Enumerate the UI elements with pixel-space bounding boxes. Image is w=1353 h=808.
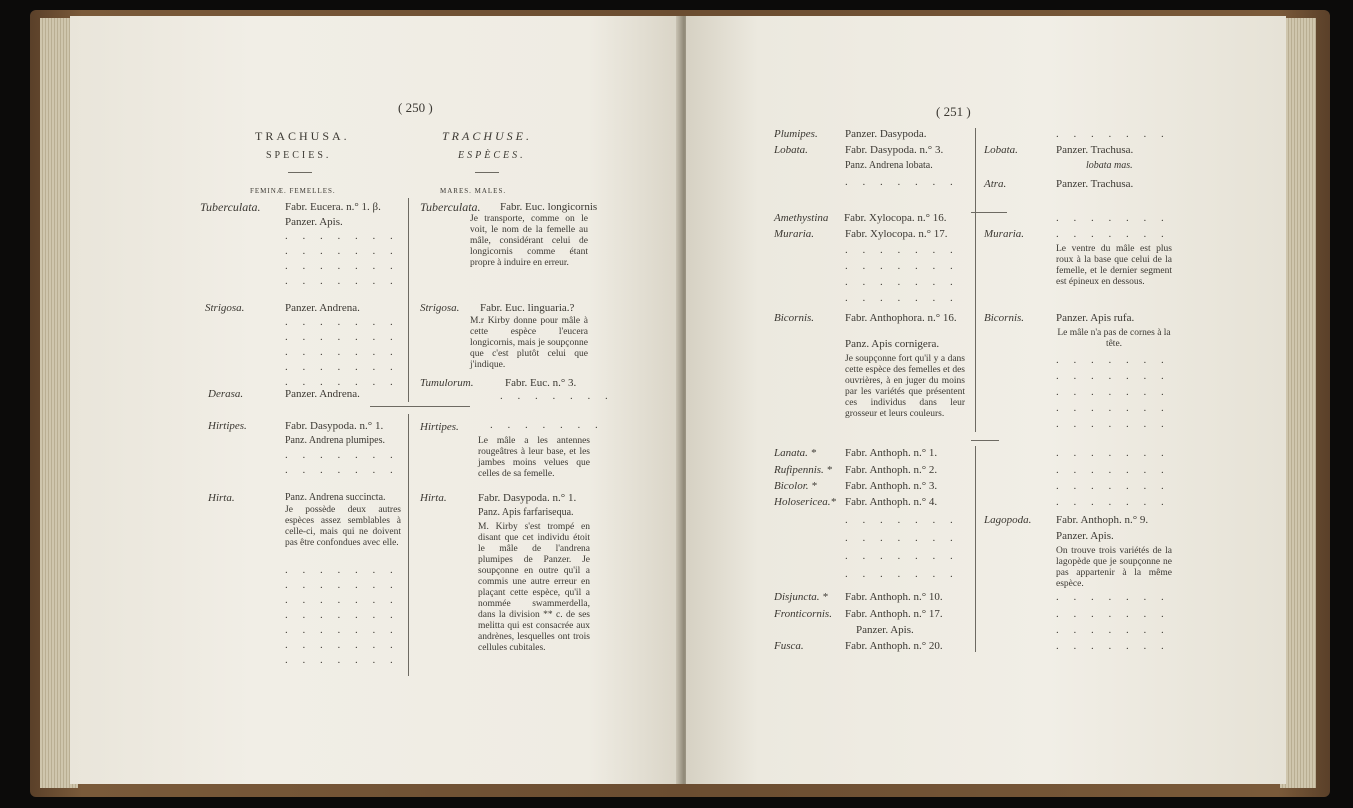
species-name: Lobata. — [774, 144, 808, 156]
species-name: Lanata. * — [774, 447, 817, 459]
males-label: MARES. MALES. — [440, 187, 507, 195]
dot-leader: . . . . . . . — [1056, 212, 1170, 224]
species-reference: Panzer. Apis. — [1056, 530, 1114, 542]
dot-leader: . . . . . . . — [1056, 591, 1170, 603]
dot-leader: . . . . . . . — [845, 260, 959, 272]
species-name: Amethystina — [774, 212, 829, 224]
species-name: Bicolor. * — [774, 480, 817, 492]
dot-leader: . . . . . . . — [285, 579, 399, 591]
species-reference: Panzer. Trachusa. — [1056, 144, 1134, 156]
species-reference: Fabr. Euc. linguaria.? — [480, 302, 575, 314]
dot-leader: . . . . . . . — [845, 550, 959, 562]
species-name: Bicornis. — [774, 312, 815, 324]
species-name: Holosericea.* — [774, 496, 837, 508]
dot-leader: . . . . . . . — [1056, 354, 1170, 366]
species-reference: Panzer. Apis rufa. — [1056, 312, 1135, 324]
species-note: M. Kirby s'est trompé en disant que cet individu étoit le mâle de l'andrena plumipes de Panzer. Je soupçonne en outre qu'il a commis une autre erreur en plaçant cette espèce, qu'il a nommée swammerdella, dans la division ** c. de ses melitta qui est consacrée aux andrènes, lesquelles ont trois cellules cubitales. — [478, 522, 590, 653]
dot-leader: . . . . . . . — [1056, 480, 1170, 492]
species-reference: Fabr. Anthoph. n.° 10. — [845, 591, 943, 603]
dot-leader: . . . . . . . — [1056, 624, 1170, 636]
dot-leader: . . . . . . . — [285, 230, 399, 242]
dot-leader: . . . . . . . — [285, 331, 399, 343]
species-note: Le mâle n'a pas de cornes à la tête. — [1057, 328, 1171, 349]
species-name: Lobata. — [984, 144, 1018, 156]
dot-leader: . . . . . . . — [845, 292, 959, 304]
species-reference: Panz. Andrena plumipes. — [285, 435, 385, 446]
section-rule — [971, 440, 999, 441]
species-note: On trouve trois variétés de la lagopède que je soupçonne ne pas appartenir à la même espèce. — [1056, 546, 1172, 589]
species-name: Derasa. — [208, 388, 244, 400]
dot-leader: . . . . . . . — [285, 464, 399, 476]
left-page — [70, 16, 680, 784]
species-reference: Fabr. Xylocopa. n.° 17. — [845, 228, 948, 240]
dot-leader: . . . . . . . — [1056, 640, 1170, 652]
dot-leader: . . . . . . . — [285, 275, 399, 287]
page-number: ( 251 ) — [936, 104, 971, 119]
dot-leader: . . . . . . . — [285, 609, 399, 621]
species-name: Atra. — [984, 178, 1007, 190]
dot-leader: . . . . . . . — [845, 244, 959, 256]
species-reference: lobata mas. — [1086, 160, 1133, 171]
dot-leader: . . . . . . . — [500, 390, 614, 402]
species-reference: Fabr. Anthophora. n.° 16. — [845, 312, 957, 324]
species-reference: Panzer. Trachusa. — [1056, 178, 1134, 190]
species-reference: Fabr. Anthoph. n.° 20. — [845, 640, 943, 652]
dot-leader: . . . . . . . — [845, 176, 959, 188]
column-rule — [408, 198, 409, 402]
species-reference: Panz. Apis farfarisequa. — [478, 507, 574, 518]
species-reference: Panz. Apis cornigera. — [845, 338, 940, 350]
dot-leader: . . . . . . . — [285, 316, 399, 328]
dot-leader: . . . . . . . — [285, 654, 399, 666]
dot-leader: . . . . . . . — [285, 361, 399, 373]
divider — [288, 172, 312, 173]
species-name: Tumulorum. — [420, 377, 474, 389]
species-reference: Panzer. Andrena. — [285, 388, 360, 400]
dot-leader: . . . . . . . — [285, 260, 399, 272]
species-reference: Fabr. Xylocopa. n.° 16. — [844, 212, 947, 224]
species-reference: Fabr. Anthoph. n.° 9. — [1056, 514, 1149, 526]
dot-leader: . . . . . . . — [285, 449, 399, 461]
species-name: Fronticornis. — [774, 608, 832, 620]
dot-leader: . . . . . . . — [1056, 128, 1170, 140]
species-reference: Fabr. Anthoph. n.° 17. — [845, 608, 943, 620]
genus-heading-latin: TRACHUSA. — [255, 129, 350, 143]
species-name: Hirtipes. — [420, 421, 459, 433]
species-label-french: ESPÈCES. — [458, 150, 526, 161]
species-reference: Fabr. Anthoph. n.° 1. — [845, 447, 938, 459]
species-name: Rufipennis. * — [774, 464, 833, 476]
species-name: Hirta. — [208, 492, 235, 504]
genus-heading-french: TRACHUSE. — [442, 129, 532, 143]
dot-leader: . . . . . . . — [285, 245, 399, 257]
species-name: Tuberculata. — [420, 200, 481, 214]
species-reference: Fabr. Anthoph. n.° 4. — [845, 496, 938, 508]
species-name: Strigosa. — [420, 302, 460, 314]
species-reference: Fabr. Euc. longicornis — [500, 201, 598, 213]
species-reference: Fabr. Euc. n.° 3. — [505, 377, 577, 389]
species-note: Je possède deux autres espèces assez semblables à celle-ci, mais qui ne doivent pas être confondues avec elle. — [285, 505, 401, 548]
species-reference: Fabr. Dasypoda. n.° 1. — [478, 492, 577, 504]
species-name: Bicornis. — [984, 312, 1025, 324]
dot-leader: . . . . . . . — [285, 624, 399, 636]
species-reference: Fabr. Anthoph. n.° 3. — [845, 480, 938, 492]
species-reference: Panzer. Apis. — [856, 624, 914, 636]
species-note: Je transporte, comme on le voit, le nom de la femelle au mâle, considérant celui de longicornis comme étant propre à induire en erreur. — [470, 214, 588, 268]
species-label-latin: SPECIES. — [266, 150, 332, 161]
section-rule — [971, 212, 1007, 213]
dot-leader: . . . . . . . — [845, 568, 959, 580]
species-reference: Fabr. Anthoph. n.° 2. — [845, 464, 938, 476]
species-name: Hirta. — [420, 492, 447, 504]
section-rule — [370, 406, 470, 407]
dot-leader: . . . . . . . — [1056, 228, 1170, 240]
species-name: Plumipes. — [774, 128, 818, 140]
species-name: Tuberculata. — [200, 200, 261, 214]
dot-leader: . . . . . . . — [845, 276, 959, 288]
column-rule — [975, 212, 976, 432]
dot-leader: . . . . . . . — [1056, 402, 1170, 414]
species-reference: Panzer. Dasypoda. — [845, 128, 927, 140]
column-rule — [975, 446, 976, 652]
species-name: Lagopoda. — [984, 514, 1032, 526]
dot-leader: . . . . . . . — [285, 564, 399, 576]
dot-leader: . . . . . . . — [845, 514, 959, 526]
dot-leader: . . . . . . . — [1056, 386, 1170, 398]
dot-leader: . . . . . . . — [1056, 418, 1170, 430]
species-reference: Panzer. Apis. — [285, 216, 343, 228]
dot-leader: . . . . . . . — [490, 419, 604, 431]
species-note: Le ventre du mâle est plus roux à la base que celui de la femelle, et le dernier segment est épineux en dessous. — [1056, 244, 1172, 287]
species-reference: Panz. Andrena lobata. — [845, 160, 933, 171]
divider — [475, 172, 499, 173]
dot-leader: . . . . . . . — [1056, 464, 1170, 476]
dot-leader: . . . . . . . — [1056, 496, 1170, 508]
species-reference: Panzer. Andrena. — [285, 302, 360, 314]
species-name: Strigosa. — [205, 302, 245, 314]
species-reference: Fabr. Dasypoda. n.° 1. — [285, 420, 384, 432]
dot-leader: . . . . . . . — [285, 594, 399, 606]
dot-leader: . . . . . . . — [285, 346, 399, 358]
species-name: Muraria. — [984, 228, 1025, 240]
species-name: Disjuncta. * — [774, 591, 828, 603]
species-note: Le mâle a les antennes rougeâtres à leur base, et les jambes moins velues que celles de sa femelle. — [478, 436, 590, 479]
dot-leader: . . . . . . . — [1056, 370, 1170, 382]
dot-leader: . . . . . . . — [845, 532, 959, 544]
species-reference: Fabr. Dasypoda. n.° 3. — [845, 144, 944, 156]
species-name: Hirtipes. — [208, 420, 247, 432]
species-name: Muraria. — [774, 228, 815, 240]
species-reference: Fabr. Eucera. n.° 1. β. — [285, 201, 381, 213]
species-note: Je soupçonne fort qu'il y a dans cette espèce des femelles et des ouvrières, à en juger du moins par les variétés que présentent ces individus dans leur grosseur et leurs couleurs. — [845, 354, 965, 419]
dot-leader: . . . . . . . — [1056, 608, 1170, 620]
females-label: FEMINÆ. FEMELLES. — [250, 187, 336, 195]
column-rule — [975, 128, 976, 212]
dot-leader: . . . . . . . — [285, 639, 399, 651]
column-rule — [408, 414, 409, 676]
dot-leader: . . . . . . . — [285, 376, 399, 388]
species-note: M.r Kirby donne pour mâle à cette espèce l'eucera longicornis, mais je soupçonne que c'est plutôt celui que j'indique. — [470, 316, 588, 370]
page-number: ( 250 ) — [398, 100, 433, 115]
species-name: Fusca. — [774, 640, 804, 652]
right-page — [686, 16, 1286, 784]
species-reference: Panz. Andrena succincta. — [285, 492, 386, 503]
dot-leader: . . . . . . . — [1056, 447, 1170, 459]
